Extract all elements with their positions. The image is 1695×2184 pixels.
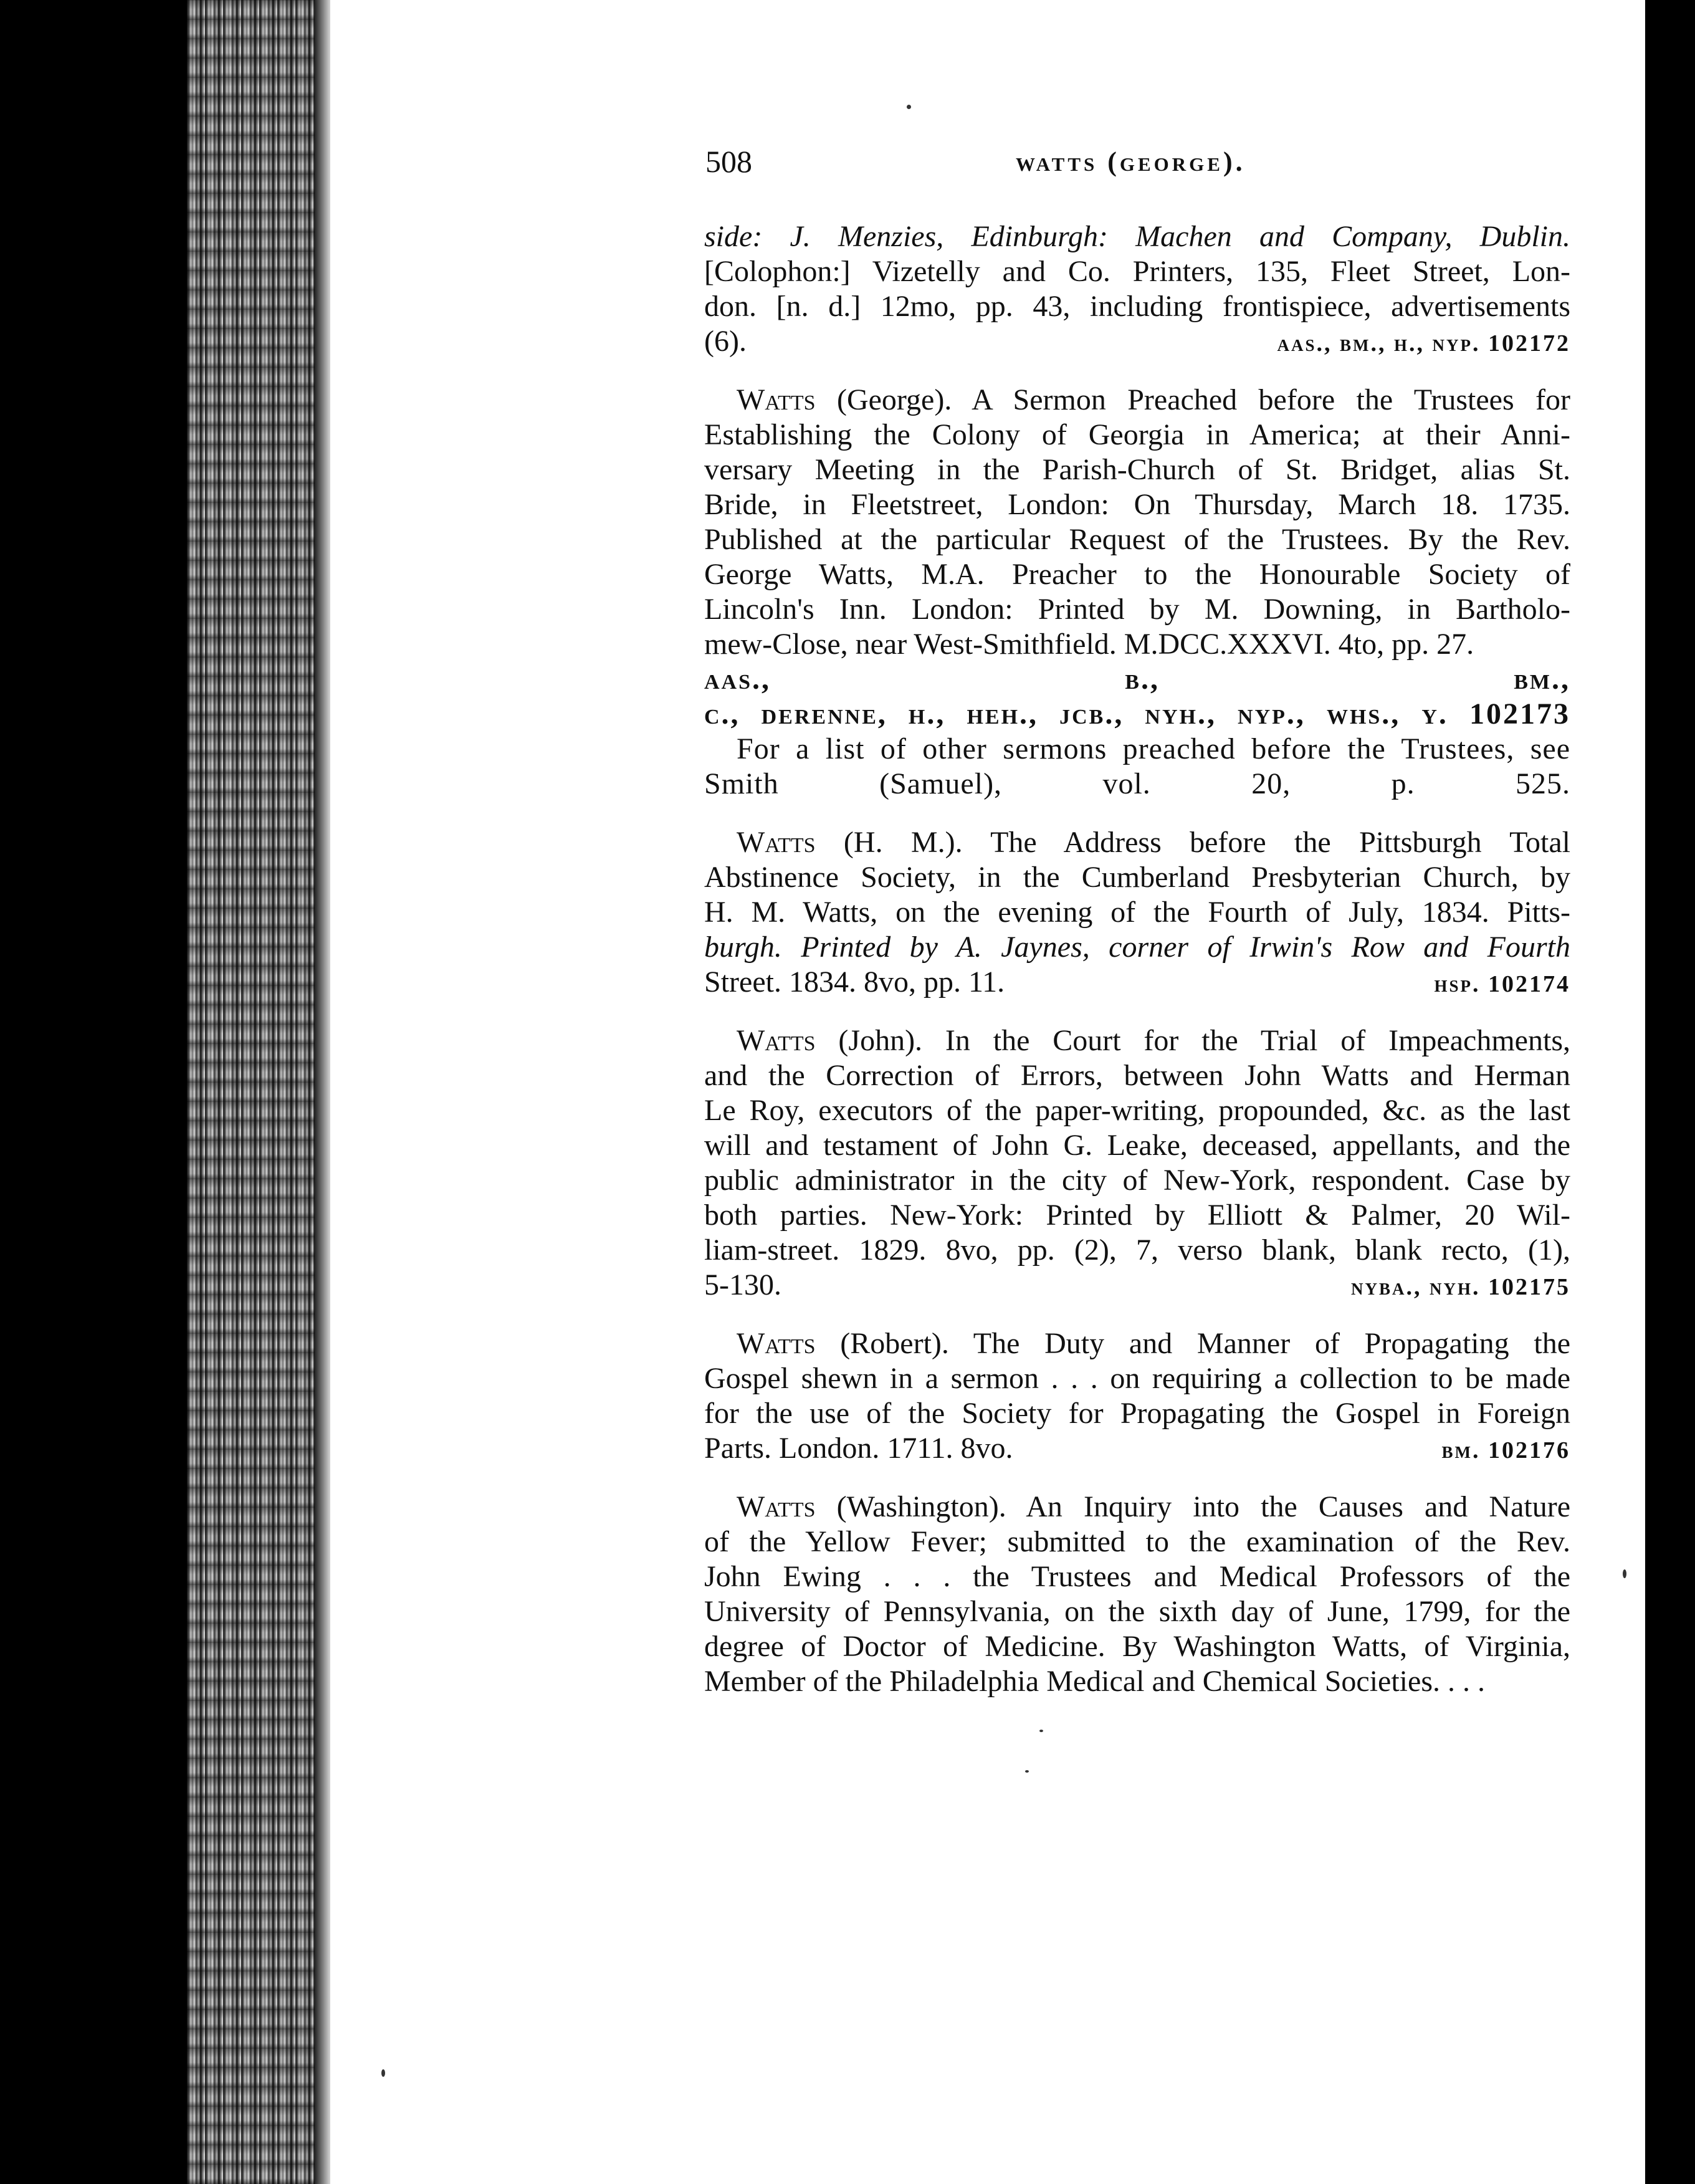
entry-line: public administrator in the city of New-York, respondent. Case by <box>704 1164 1570 1197</box>
entry-line: Establishing the Colony of Georgia in America; at their Anni- <box>704 418 1570 451</box>
holding-refs: bm. 102176 <box>1441 1437 1570 1463</box>
entry-watts-washington <box>704 1490 1570 1699</box>
entry-last-row <box>704 324 1570 359</box>
entry-line: for the use of the Society for Propagating the Gospel in Foreign <box>704 1397 1570 1430</box>
entry-line: Bride, in Fleetstreet, London: On Thursday, March 18. 1735. <box>704 488 1570 521</box>
entry-line: both parties. New-York: Printed by Elliott & Palmer, 20 Wil- <box>704 1199 1570 1232</box>
entry-line: side: J. Menzies, Edinburgh: Machen and Company, Dublin. <box>704 220 1570 253</box>
entry-line: will and testament of John G. Leake, deceased, appellants, and the <box>704 1129 1570 1162</box>
holding-refs: aas., bm., h., nyp. 102172 <box>1277 330 1570 357</box>
entry-line: Street. 1834. 8vo, pp. 11. <box>704 965 1005 999</box>
entry-line: 5-130. <box>704 1268 781 1301</box>
entry-line: (H. M.). The Address before the Pittsburgh Total <box>843 826 1571 859</box>
entry-line: (6). <box>704 325 747 358</box>
entry-first-line <box>704 383 1570 418</box>
entry-line: degree of Doctor of Medicine. By Washington Watts, of Virginia, <box>704 1630 1570 1663</box>
entry-line: Published at the particular Request of the Trustees. By the Rev. <box>704 523 1570 556</box>
entry-heading: Watts <box>737 1327 816 1360</box>
holding-refs: c., derenne, h., heh., jcb., nyh., nyp., whs., y. 102173 <box>704 697 1570 730</box>
entry-line: Lincoln's Inn. London: Printed by M. Downing, in Bartholo- <box>704 593 1570 626</box>
entry-last-row <box>704 1268 1570 1303</box>
entry-line: George Watts, M.A. Preacher to the Honourable Society of <box>704 558 1570 591</box>
entry-line: mew-Close, near West-Smithfield. M.DCC.XXXVI. 4to, pp. 27. <box>704 628 1474 661</box>
entry-first-line <box>704 1490 1570 1525</box>
entry-last-row <box>704 1431 1570 1466</box>
entry-line: Le Roy, executors of the paper-writing, propounded, &c. as the last <box>704 1094 1570 1127</box>
entry-line: (George). A Sermon Preached before the Trustees for <box>836 383 1571 416</box>
entry-line: H. M. Watts, on the evening of the Fourth of July, 1834. Pitts- <box>704 896 1570 929</box>
holding-refs: nyba., nyh. 102175 <box>1350 1274 1570 1300</box>
entry-heading: Watts <box>737 826 816 859</box>
entry-line: Gospel shewn in a sermon . . . on requiring a collection to be made <box>704 1362 1570 1395</box>
entry-line: don. [n. d.] 12mo, pp. 43, including frontispiece, advertisements <box>704 290 1570 323</box>
running-title: watts (george). <box>1016 146 1246 177</box>
entry-line: Parts. London. 1711. 8vo. <box>704 1432 1013 1465</box>
entry-line: and the Correction of Errors, between John Watts and Herman <box>704 1059 1570 1092</box>
entry-watts-john <box>704 1023 1570 1303</box>
book-page-edges <box>187 0 327 2184</box>
entry-line: liam-street. 1829. 8vo, pp. (2), 7, verso blank, blank recto, (1), <box>704 1233 1570 1267</box>
entry-first-line <box>704 825 1570 860</box>
page-number: 508 <box>705 144 752 179</box>
entry-first-line <box>704 1023 1570 1058</box>
entry-line: (Robert). The Duty and Manner of Propagating the <box>840 1327 1571 1360</box>
entry-last-row <box>704 965 1570 1000</box>
text-block <box>704 143 1570 1723</box>
entry-watts-robert <box>704 1326 1570 1466</box>
entry-watts-george <box>704 383 1570 802</box>
entry-line: versary Meeting in the Parish-Church of St. Bridget, alias St. <box>704 453 1570 486</box>
entry-line: of the Yellow Fever; submitted to the examination of the Rev. <box>704 1525 1570 1558</box>
entry-first-line <box>704 1326 1570 1361</box>
entry-line: Member of the Philadelphia Medical and Chemical Societies. . . . <box>704 1665 1485 1698</box>
scan-border-right <box>1645 0 1695 2184</box>
entry-line: John Ewing . . . the Trustees and Medical Professors of the <box>704 1560 1570 1593</box>
holding-refs: aas., b., bm., <box>704 663 1570 696</box>
entry-continued <box>704 219 1570 359</box>
entry-line: (Washington). An Inquiry into the Causes and Nature <box>836 1490 1570 1523</box>
entry-line: University of Pennsylvania, on the sixth day of June, 1799, for the <box>704 1595 1570 1628</box>
entry-line: (John). In the Court for the Trial of Impeachments, <box>838 1024 1571 1057</box>
entry-heading: Watts <box>737 1024 816 1057</box>
entry-heading: Watts <box>737 383 816 416</box>
entry-watts-hm <box>704 825 1570 1000</box>
entry-heading: Watts <box>737 1490 816 1523</box>
entry-line: Abstinence Society, in the Cumberland Presbyterian Church, by <box>704 861 1570 894</box>
running-head <box>704 143 1570 193</box>
entry-note: For a list of other sermons preached before the Trustees, see Smith (Samuel), vol. 20, p. 525. <box>704 732 1570 800</box>
entry-line: burgh. Printed by A. Jaynes, corner of Irwin's Row and Fourth <box>704 931 1570 964</box>
holding-refs: hsp. 102174 <box>1434 971 1570 997</box>
entry-line: [Colophon:] Vizetelly and Co. Printers, 135, Fleet Street, Lon- <box>704 255 1570 288</box>
